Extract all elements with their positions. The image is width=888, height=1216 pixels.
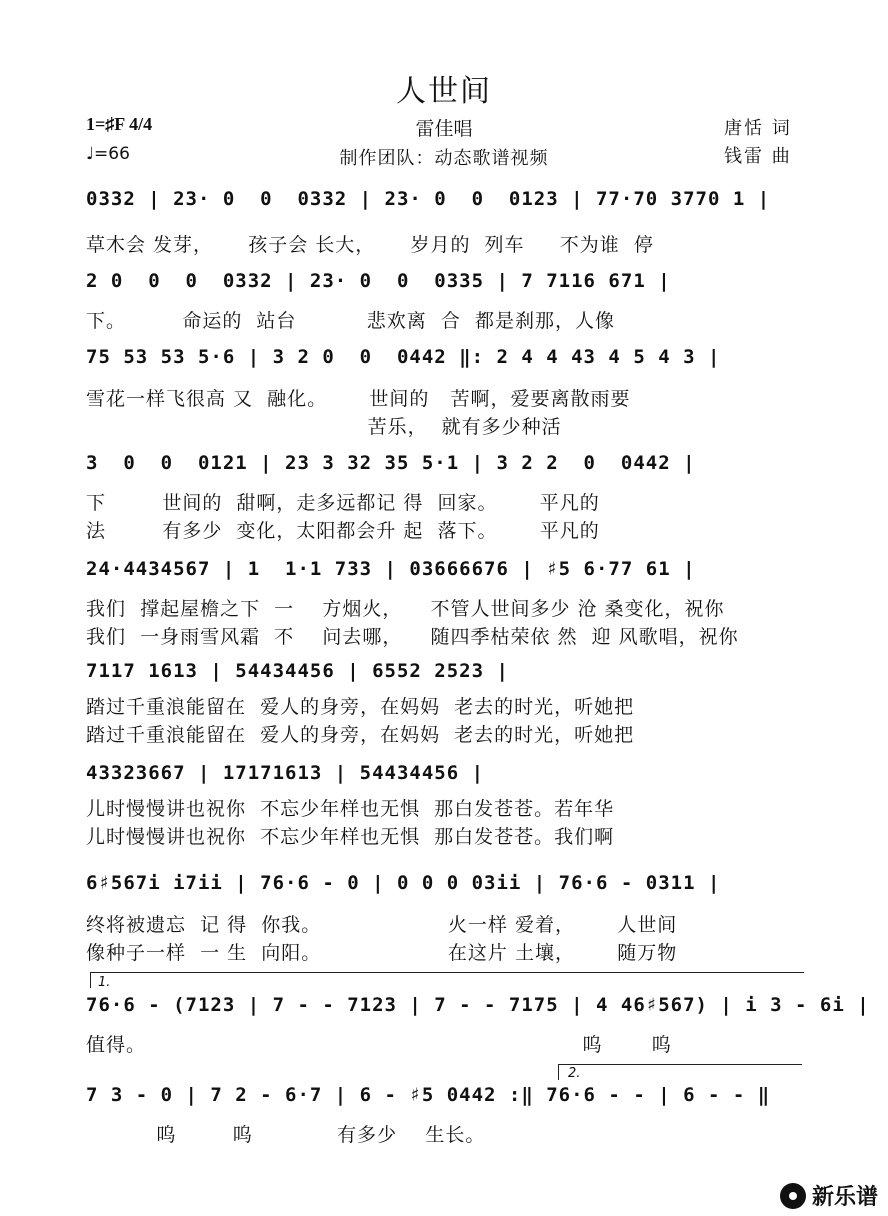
- first-ending-bracket: [90, 972, 804, 973]
- score-row-7-notes: 43323667 | 17171613 | 54434456 |: [86, 762, 485, 784]
- score-row-9-notes: 76·6 - (7123 | 7 - - 7123 | 7 - - 7175 | 4 46♯567) | i 3 - 6i |: [86, 994, 870, 1016]
- score-row-5-lyrics-2: 我们 一身雨雪风霜 不 问去哪， 随四季枯荣依 然 迎 风歌唱，祝你: [86, 626, 739, 648]
- logo-text: 新乐谱: [811, 1185, 878, 1210]
- tempo-marking: ♩=66: [86, 144, 130, 164]
- team-label: 制作团队：动态歌谱视频: [339, 148, 549, 169]
- score-row-3-lyrics-2: 苦乐， 就有多少种活: [86, 416, 562, 438]
- score-row-6-notes: 7117 1613 | 54434456 | 6552 2523 |: [86, 660, 509, 682]
- singer-label: 雷佳唱: [415, 118, 473, 140]
- second-ending-number: 2.: [568, 1066, 581, 1081]
- first-ending-tick: [90, 972, 91, 988]
- score-row-2-lyrics-1: 下。 命运的 站台 悲欢离 合 都是刹那，人像: [86, 310, 615, 332]
- score-row-4-lyrics-2: 法 有多少 变化，太阳都会升 起 落下。 平凡的: [86, 520, 600, 542]
- second-ending-tick: [558, 1064, 559, 1080]
- score-row-4-notes: 3 0 0 0121 | 23 3 32 35 5·1 | 3 2 2 0 0442 |: [86, 452, 696, 474]
- first-ending-number: 1.: [98, 975, 111, 990]
- score-row-2-notes: 2 0 0 0 0332 | 23· 0 0 0335 | 7 7116 671 |: [86, 270, 671, 292]
- score-row-8-notes: 6♯567i i7ii | 76·6 - 0 | 0 0 0 03ii | 76·6 - 0311 |: [86, 872, 721, 894]
- score-row-6-lyrics-1: 踏过千重浪能留在 爱人的身旁，在妈妈 老去的时光，听她把: [86, 696, 635, 718]
- score-row-10-lyrics-1: 呜 呜 有多少 生长。: [86, 1124, 486, 1146]
- score-row-4-lyrics-1: 下 世间的 甜啊，走多远都记 得 回家。 平凡的: [86, 492, 600, 514]
- score-row-7-lyrics-1: 儿时慢慢讲也祝你 不忘少年样也无惧 那白发苍苍。若年华: [86, 798, 615, 820]
- score-row-7-lyrics-2: 儿时慢慢讲也祝你 不忘少年样也无惧 那白发苍苍。我们啊: [86, 826, 615, 848]
- score-row-3-lyrics-1: 雪花一样飞很高 又 融化。 世间的 苦啊，爱要离散雨要: [86, 388, 631, 410]
- score-row-1-lyrics-1: 草木会 发芽， 孩子会 长大， 岁月的 列车 不为谁 停: [86, 234, 654, 256]
- site-logo: [780, 1180, 878, 1211]
- second-ending-bracket: [558, 1064, 802, 1065]
- vinyl-disc-icon: [780, 1183, 806, 1209]
- composer-credit: 钱雷 曲: [724, 146, 792, 167]
- key-signature: 1=♯F 4/4: [86, 114, 153, 134]
- score-row-8-lyrics-2: 像种子一样 一 生 向阳。 在这片 土壤， 随万物: [86, 942, 678, 964]
- score-row-3-notes: 75 53 53 5·6 | 3 2 0 0 0442 ‖: 2 4 4 43 4 5 4 3 |: [86, 346, 721, 368]
- score-row-5-notes: 24·4434567 | 1 1·1 733 | 03666676 | ♯5 6·77 61 |: [86, 558, 696, 580]
- score-row-10-notes: 7 3 - 0 | 7 2 - 6·7 | 6 - ♯5 0442 :‖ 76·6 - - | 6 - - ‖: [86, 1084, 771, 1106]
- score-row-8-lyrics-1: 终将被遗忘 记 得 你我。 火一样 爱着， 人世间: [86, 914, 678, 936]
- score-row-6-lyrics-2: 踏过千重浪能留在 爱人的身旁，在妈妈 老去的时光，听她把: [86, 724, 635, 746]
- score-row-9-lyrics-1: 值得。 呜 呜: [86, 1034, 672, 1056]
- song-title: 人世间: [396, 74, 492, 109]
- score-row-5-lyrics-1: 我们 撑起屋檐之下 一 方烟火， 不管人世间多少 沧 桑变化，祝你: [86, 598, 725, 620]
- lyricist-credit: 唐恬 词: [724, 118, 792, 139]
- score-row-1-notes: 0332 | 23· 0 0 0332 | 23· 0 0 0123 | 77·70 3770 1 |: [86, 188, 771, 210]
